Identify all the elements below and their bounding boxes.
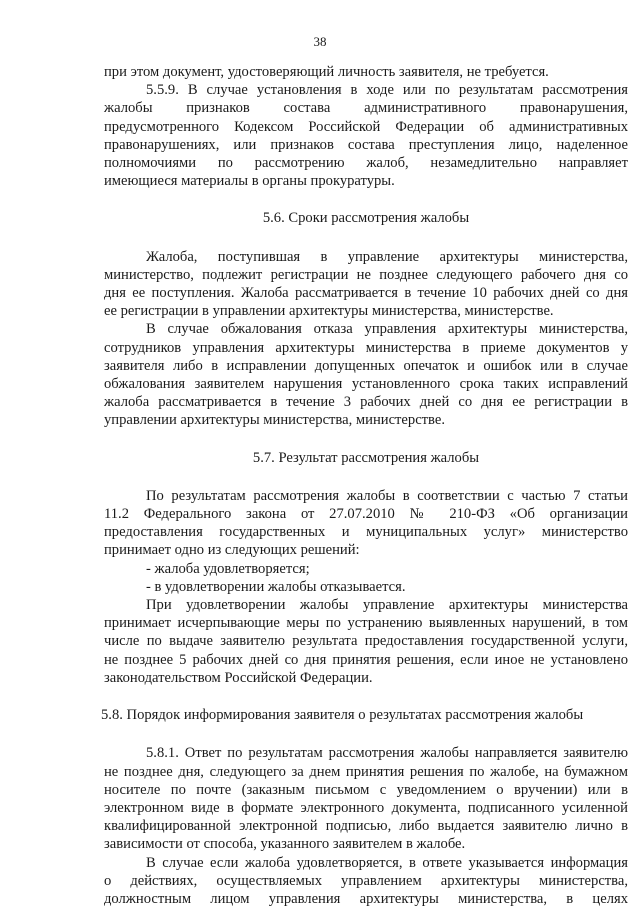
text-line: 5.8.1. Ответ по результатам рассмотрения жалобы направляется заявителю [146, 745, 628, 762]
text-line: 11.2 Федерального закона от 27.07.2010 № 210-ФЗ «Об организации [104, 506, 628, 523]
text-line: При удовлетворении жалобы управление архитектуры министерства [146, 597, 628, 614]
document-body [101, 63, 628, 908]
text-line: электронном виде в формате электронного документа, подписанного усиленной [104, 799, 628, 816]
text-line: законодательством Российской Федерации. [104, 669, 373, 686]
paragraph [104, 81, 628, 190]
text-line: жалобы признаков состава административного правонарушения, [104, 100, 628, 117]
text-line: принимает исчерпывающие меры по устранению выявленных нарушений, в том [104, 615, 628, 632]
text-line: зависимости от способа, указанного заявителем в жалобе. [104, 836, 466, 853]
text-line: Жалоба, поступившая в управление архитектуры министерства, [146, 248, 628, 265]
paragraph [104, 63, 628, 81]
text-line: не позднее 5 рабочих дней со дня принятия решения, если иное не установлено [104, 651, 628, 668]
page-number: 38 [313, 34, 327, 49]
section-5-8-body [104, 744, 628, 908]
text-line: заявителя либо в исправлении допущенных опечаток и ошибок или в случае [104, 357, 628, 374]
paragraph [104, 487, 628, 560]
text-line: о действиях, осуществляемых управлением архитектуры министерства, [104, 872, 628, 889]
text-line: 5.5.9. В случае установления в ходе или по результатам рассмотрения [146, 82, 628, 99]
text-line: В случае обжалования отказа управления архитектуры министерства, [146, 321, 628, 338]
section-heading-5-8: 5.8. Порядок информирования заявителя о результатах рассмотрения жалобы [101, 707, 584, 724]
section-heading-5-7: 5.7. Результат рассмотрения жалобы [252, 449, 480, 466]
text-line: министерство, подлежит регистрации не позднее следующего рабочего дня со [104, 266, 628, 283]
text-line: имеющиеся материалы в органы прокуратуры. [104, 173, 395, 190]
section-5-7-body [104, 487, 628, 687]
text-line: числе по выдаче заявителю результата предоставления государственной услуги, [104, 633, 628, 650]
text-line: предоставления государственных и муниципальных услуг» министерство [104, 524, 628, 541]
text-line: жалоба рассматривается в течение 3 рабочих дней со дня ее регистрации в [104, 394, 628, 411]
text-line: при этом документ, удостоверяющий личность заявителя, не требуется. [104, 64, 549, 80]
paragraph [104, 248, 628, 321]
paragraph [104, 744, 628, 853]
text-line: не позднее дня, следующего за днем принятия решения по жалобе, на бумажном [104, 763, 628, 780]
paragraph [104, 854, 628, 908]
text-line: В случае если жалоба удовлетворяется, в ответе указывается информация [146, 854, 628, 871]
paragraph [104, 320, 628, 429]
text-line: должностным лицом управления архитектуры министерства, в целях [104, 890, 628, 907]
text-line: носителе по почте (заказным письмом с уведомлением о вручении) или в [104, 781, 628, 798]
text-line: квалифицированной электронной подписью, либо выдается заявителю лично в [104, 818, 628, 835]
text-line: - в удовлетворении жалобы отказывается. [146, 578, 406, 595]
section-5-6-body [104, 248, 628, 430]
paragraph [104, 596, 628, 687]
text-line: сотрудников управления архитектуры министерства в приеме документов у [104, 339, 628, 356]
section-heading-5-6: 5.6. Сроки рассмотрения жалобы [262, 210, 470, 227]
text-line: управлении архитектуры министерства, министерстве. [104, 412, 445, 429]
text-line: принимает одно из следующих решений: [104, 542, 360, 559]
text-line: - жалоба удовлетворяется; [146, 560, 310, 577]
text-line: полномочиями по рассмотрению жалоб, незамедлительно направляет [104, 155, 628, 172]
text-line: По результатам рассмотрения жалобы в соответствии с частью 7 статьи [146, 487, 628, 504]
text-line: дня ее поступления. Жалоба рассматривается в течение 10 рабочих дней со дня [104, 285, 628, 302]
paragraph [104, 560, 628, 578]
paragraphs-top [104, 63, 628, 190]
text-line: правонарушениях, или признаков состава преступления лицо, наделенное [104, 136, 628, 153]
text-line: ее регистрации в управлении архитектуры министерства, министерстве. [104, 303, 554, 320]
text-line: предусмотренного Кодексом Российской Федерации об административных [104, 118, 628, 135]
paragraph [104, 578, 628, 596]
text-line: обжалования заявителем нарушения установленного срока таких исправлений [104, 376, 628, 393]
